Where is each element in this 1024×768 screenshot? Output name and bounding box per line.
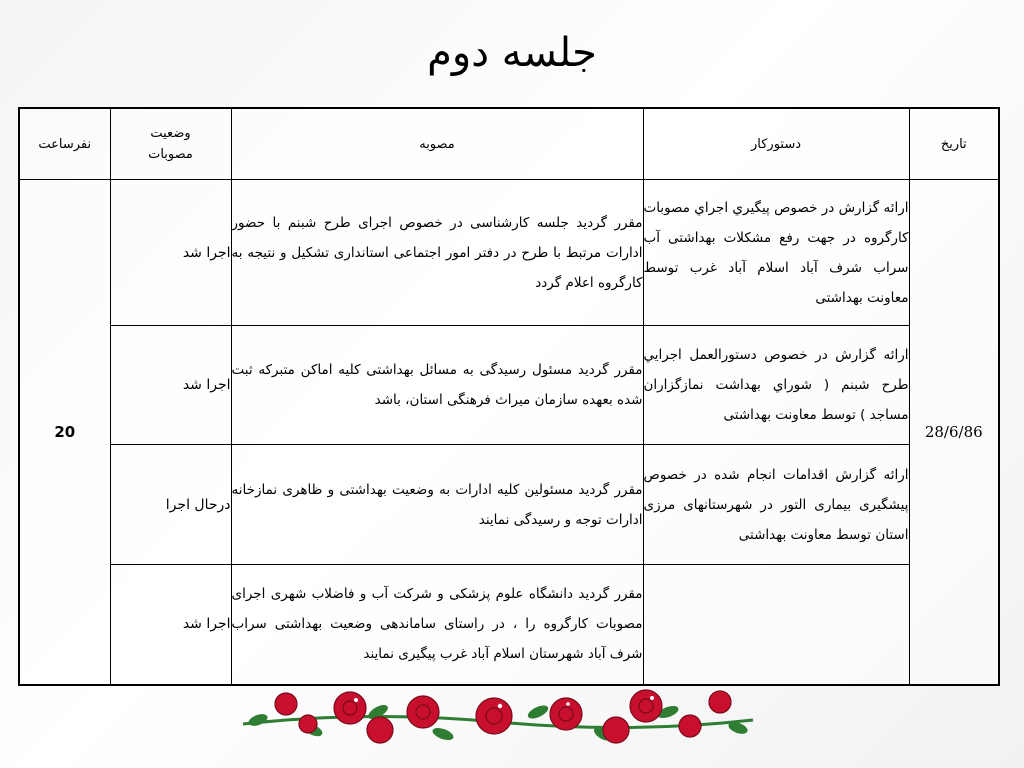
agenda-cell: ارائه گزارش در خصوص دستورالعمل اجرايي طرح شبنم ( شوراي بهداشت نمازگزاران مساجد ) توسط معاونت بهداشتی — [643, 326, 909, 445]
resolution-cell: مقرر گردید دانشگاه علوم پزشکی و شرکت آب و فاضلاب شهری اجرای مصوبات کارگروه را ، در راستای ساماندهی وضعیت بهداشتی سراب شرف آباد شهرستان اسلام آباد غرب پیگیری نمایند — [231, 565, 643, 685]
table-row — [19, 565, 999, 685]
status-cell: اجرا شد — [110, 180, 231, 326]
status-cell: اجرا شد — [110, 326, 231, 445]
header-agenda: دستورکار — [643, 108, 909, 180]
minutes-table — [18, 107, 1000, 686]
resolution-cell: مقرر گردید مسئولین کلیه ادارات به وضعیت بهداشتی و ظاهری نمازخانه ادارات توجه و رسیدگی نمایند — [231, 445, 643, 565]
header-status: وضعیت مصوبات — [110, 108, 231, 180]
rose-garland-icon — [238, 682, 758, 752]
header-resolution: مصوبه — [231, 108, 643, 180]
agenda-cell — [643, 565, 909, 685]
table-row — [19, 445, 999, 565]
person-hours-cell: 20 — [19, 180, 110, 685]
resolution-cell: مقرر گردید مسئول رسیدگی به مسائل بهداشتی کلیه اماکن متبرکه ثبت شده بعهده سازمان میراث فرهنگی استان، باشد — [231, 326, 643, 445]
table-row — [19, 326, 999, 445]
header-person-hours: نفرساعت — [19, 108, 110, 180]
agenda-cell: ارائه گزارش در خصوص پیگیري اجراي مصوبات کارگروه در جهت رفع مشکلات بهداشتی آب سراب شرف آباد اسلام آباد غرب توسط معاونت بهداشتی — [643, 180, 909, 326]
resolution-cell: مقرر گردید جلسه کارشناسی در خصوص اجرای طرح شبنم با حضور ادارات مرتبط با طرح در دفتر امور اجتماعی استانداری تشکیل و نتیجه به کارگروه اعلام گردد — [231, 180, 643, 326]
table-header-row — [19, 108, 999, 180]
table-row — [19, 180, 999, 326]
header-date: تاریخ — [909, 108, 999, 180]
agenda-cell: ارائه گزارش اقدامات انجام شده در خصوص پیشگیری بیماری التور در شهرستانهای مرزی استان توسط معاونت بهداشتی — [643, 445, 909, 565]
date-cell: 28/6/86 — [909, 180, 999, 685]
page-title: جلسه دوم — [427, 30, 597, 76]
status-cell: درحال اجرا — [110, 445, 231, 565]
status-cell: اجرا شد — [110, 565, 231, 685]
